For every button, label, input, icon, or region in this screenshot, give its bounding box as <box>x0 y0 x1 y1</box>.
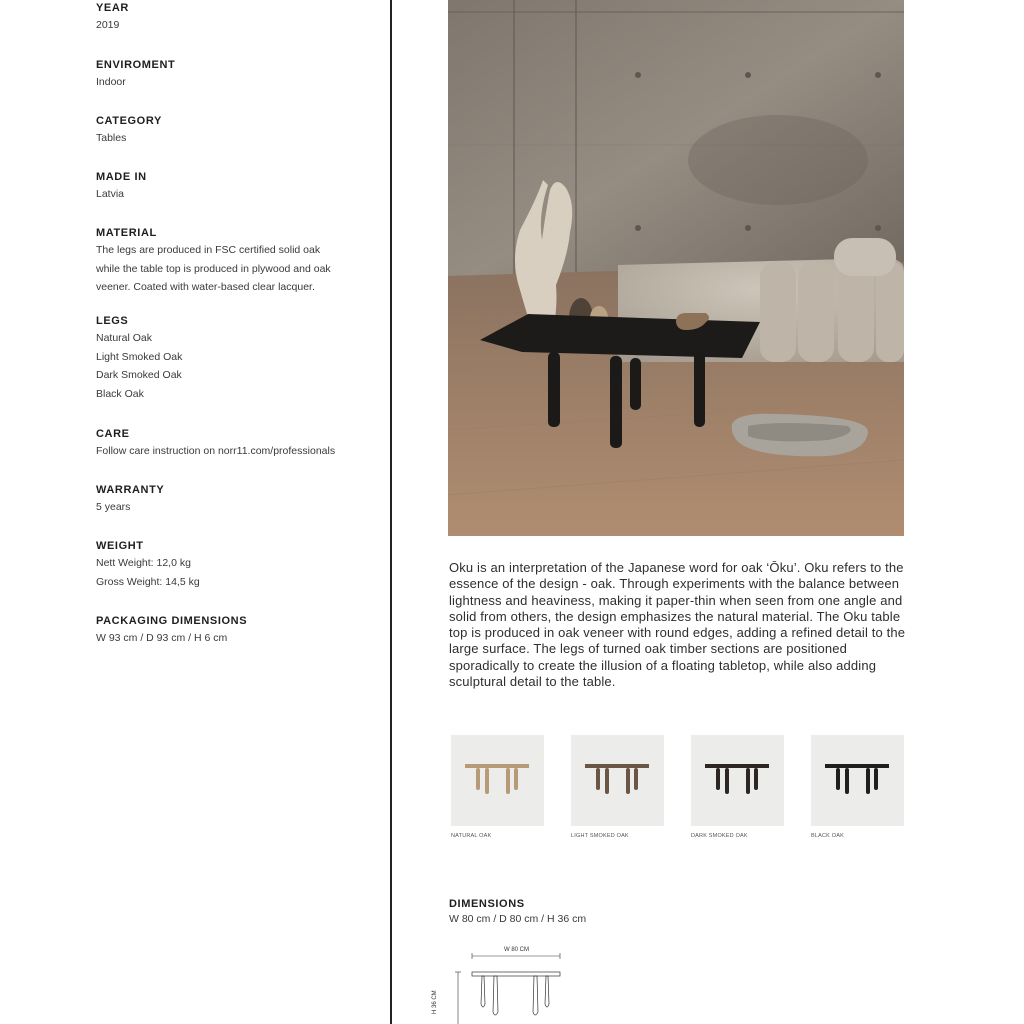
variant-label: DARK SMOKED OAK <box>691 833 748 839</box>
variant-thumbnail <box>451 735 544 826</box>
product-photo <box>448 0 904 536</box>
spec-label: PACKAGING DIMENSIONS <box>96 615 248 627</box>
material-line: veener. Coated with water-based clear lacquer. <box>96 281 315 293</box>
variant-thumbnail <box>571 735 664 826</box>
legs-option: Dark Smoked Oak <box>96 369 182 381</box>
product-photo-illustration <box>448 0 904 536</box>
spec-environment <box>96 57 175 92</box>
nett-weight: Nett Weight: 12,0 kg <box>96 557 191 569</box>
spec-category <box>96 113 162 148</box>
variant-natural-oak <box>451 735 544 839</box>
dimensions-section <box>449 897 586 927</box>
dimensions-value: W 80 cm / D 80 cm / H 36 cm <box>449 913 587 925</box>
dimension-drawing <box>442 942 572 1024</box>
spec-value: W 93 cm / D 93 cm / H 6 cm <box>96 632 228 644</box>
spec-material <box>96 225 386 297</box>
table-icon <box>691 735 784 826</box>
spec-weight <box>96 538 200 591</box>
spec-label: MATERIAL <box>96 227 157 239</box>
spec-warranty <box>96 482 164 517</box>
dimensions-label: DIMENSIONS <box>449 898 525 910</box>
spec-label: LEGS <box>96 315 129 327</box>
product-description: Oku is an interpretation of the Japanese word for oak ‘Ōku’. Oku refers to the essence of the design - oak. Through experiments with the balance between lightness and heaviness, making it paper-thin when seen from one angle and solid from others, the design emphasizes the natural material. The Oku table top is produced in oak veneer with round edges, adding a refined detail to the large surface. The legs of turned oak timber sections are positioned sporadically to create the illusion of a floating tabletop, while also adding sculptural detail to the table. <box>449 560 906 690</box>
spec-value: Follow care instruction on norr11.com/professionals <box>96 445 336 457</box>
variant-black-oak <box>811 735 904 839</box>
table-icon <box>571 735 664 826</box>
spec-value: Tables <box>96 132 127 144</box>
width-label: W 80 CM <box>504 947 530 953</box>
legs-option: Light Smoked Oak <box>96 350 183 363</box>
variant-label: NATURAL OAK <box>451 833 492 839</box>
spec-label: CARE <box>96 428 130 440</box>
column-divider <box>390 0 392 1024</box>
legs-option: Black Oak <box>96 387 144 400</box>
table-icon <box>451 735 544 826</box>
variant-dark-smoked-oak <box>691 735 784 839</box>
variant-thumbnail <box>691 735 784 826</box>
spec-year <box>96 0 129 35</box>
spec-value: Indoor <box>96 76 126 88</box>
spec-label: YEAR <box>96 2 129 14</box>
spec-care <box>96 426 386 461</box>
variant-label: LIGHT SMOKED OAK <box>571 833 629 839</box>
table-icon <box>811 735 904 826</box>
material-line: while the table top is produced in plywood and oak <box>96 262 331 275</box>
spec-legs <box>96 313 182 403</box>
spec-label: CATEGORY <box>96 115 162 127</box>
spec-packaging <box>96 613 386 648</box>
spec-value: Latvia <box>96 188 125 200</box>
spec-label: WEIGHT <box>96 540 144 552</box>
spec-label: MADE IN <box>96 171 147 183</box>
variant-label: BLACK OAK <box>811 833 844 839</box>
gross-weight: Gross Weight: 14,5 kg <box>96 575 200 588</box>
variant-thumbnail <box>811 735 904 826</box>
spec-value: 5 years <box>96 501 131 513</box>
spec-value: 2019 <box>96 19 120 31</box>
spec-made-in <box>96 169 147 204</box>
spec-label: WARRANTY <box>96 484 165 496</box>
height-label: H 36 CM <box>432 990 438 1014</box>
variant-light-smoked-oak <box>571 735 664 839</box>
material-line: The legs are produced in FSC certified solid oak <box>96 244 321 256</box>
legs-option: Natural Oak <box>96 332 153 344</box>
spec-label: ENVIROMENT <box>96 59 176 71</box>
